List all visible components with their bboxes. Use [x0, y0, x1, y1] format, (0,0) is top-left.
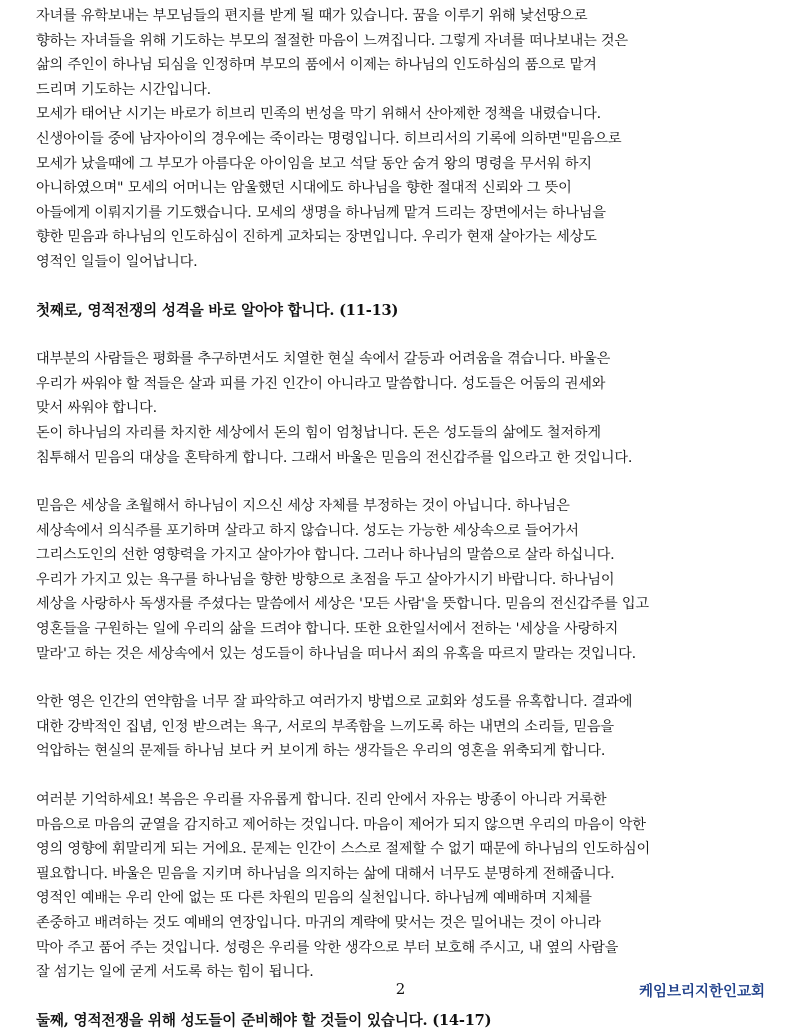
paragraph-gap: [36, 470, 766, 494]
text-line: 삶의 주인이 하나님 되심을 인정하며 부모의 품에서 이제는 하나님의 인도하심의 품으로 맡겨: [36, 57, 597, 74]
text-line: 아들에게 이뤄지기를 기도했습니다. 모세의 생명을 하나님께 맡겨 드리는 장면에서는 하나님을: [36, 204, 606, 221]
text-line: 믿음은 세상을 초월해서 하나님이 지으신 세상 자체를 부정하는 것이 아닙니다. 하나님은: [36, 498, 570, 515]
text-line: 우리가 가지고 있는 욕구를 하나님을 향한 방향으로 초점을 두고 살아가시기 바랍니다. 하나님이: [36, 571, 615, 588]
text-line: 자녀를 유학보내는 부모님들의 편지를 받게 될 때가 있습니다. 꿈을 이루기 위해 낯선땅으로: [36, 8, 588, 24]
text-line: 잘 섬기는 일에 굳게 서도록 하는 힘이 됩니다.: [36, 964, 314, 981]
text-line: 대부분의 사람들은 평화를 추구하면서도 치열한 현실 속에서 갈등과 어려움을 겪습니다. 바울은: [36, 351, 611, 368]
text-line: 여러분 기억하세요! 복음은 우리를 자유롭게 합니다. 진리 안에서 자유는 방종이 아니라 거룩한: [36, 792, 607, 809]
text-line: 세상을 사랑하사 독생자를 주셨다는 말씀에서 세상은 '모든 사람'을 뜻합니다. 믿음의 전신갑주를 입고: [36, 596, 649, 613]
text-line: 돈이 하나님의 자리를 차지한 세상에서 돈의 힘이 엄청납니다. 돈은 성도들의 삶에도 철저하게: [36, 424, 601, 441]
text-line: 모세가 났을때에 그 부모가 아름다운 아이임을 보고 석달 동안 숨겨 왕의 명령을 무서워 하지: [36, 155, 592, 172]
text-line: 악한 영은 인간의 연약함을 너무 잘 파악하고 여러가지 방법으로 교회와 성도를 유혹합니다. 결과에: [36, 694, 633, 711]
text-line: 말라'고 하는 것은 세상속에서 있는 성도들이 하나님을 떠나서 죄의 유혹을 따르지 말라는 것입니다.: [36, 645, 636, 662]
text-line: 우리가 싸워야 할 적들은 살과 피를 가진 인간이 아니라고 말씀합니다. 성도들은 어둠의 권세와: [36, 375, 606, 392]
text-line: 침투해서 믿음의 대상을 혼탁하게 합니다. 그래서 바울은 믿음의 전신갑주를 입으라고 한 것입니다.: [36, 449, 633, 466]
text-line: 필요합니다. 바울은 믿음을 지키며 하나님을 의지하는 삶에 대해서 너무도 분명하게 전해줍니다.: [36, 865, 615, 882]
text-line: 세상속에서 의식주를 포기하며 살라고 하지 않습니다. 성도는 가능한 세상속으로 들어가서: [36, 522, 579, 539]
paragraph-gap: [36, 323, 766, 347]
text-line: 아니하였으며" 모세의 어머니는 암울했던 시대에도 하나님을 향한 절대적 신뢰와 그 뜻이: [36, 180, 572, 197]
text-line: 대한 강박적인 집념, 인정 받으려는 욕구, 서로의 부족함을 느끼도록 하는 내면의 소리들, 믿음을: [36, 718, 614, 735]
text-line: 영적인 예배는 우리 안에 없는 또 다른 차원의 믿음의 실천입니다. 하나님께 예배하며 지체를: [36, 890, 592, 907]
sermon-body: [36, 4, 766, 1033]
text-line: 영의 영향에 휘말리게 되는 거에요. 문제는 인간이 스스로 절제할 수 없기 때문에 하나님의 인도하심이: [36, 841, 651, 858]
paragraph-gap: [36, 275, 766, 299]
text-line: 마음으로 마음의 균열을 감지하고 제어하는 것입니다. 마음이 제어가 되지 않으면 우리의 마음이 악한: [36, 816, 646, 833]
paragraph: [36, 4, 766, 275]
paragraph-gap: [36, 666, 766, 690]
text-line: 드리며 기도하는 시간입니다.: [36, 81, 211, 98]
text-line: 향한 믿음과 하나님의 인도하심이 진하게 교차되는 장면입니다. 우리가 현재 살아가는 세상도: [36, 229, 597, 246]
paragraph: [36, 494, 766, 666]
paragraph: [36, 347, 766, 470]
church-name: 케임브리지한인교회: [638, 984, 765, 1000]
text-line: 향하는 자녀들을 위해 기도하는 부모의 절절한 마음이 느껴집니다. 그렇게 자녀를 떠나보내는 것은: [36, 32, 628, 49]
paragraph: [36, 788, 766, 985]
text-line: 영혼들을 구원하는 일에 우리의 삶을 드려야 합니다. 또한 요한일서에서 전하는 '세상을 사랑하지: [36, 621, 619, 638]
text-line: 그리스도인의 선한 영향력을 가지고 살아가야 합니다. 그러나 하나님의 말씀으로 살라 하십니다.: [36, 547, 615, 564]
paragraph-gap: [36, 764, 766, 788]
text-line: 맞서 싸워야 합니다.: [36, 400, 157, 417]
text-line: 존중하고 배려하는 것도 예배의 연장입니다. 마귀의 계략에 맞서는 것은 밀어내는 것이 아니라: [36, 915, 601, 931]
text-line: 영적인 일들이 일어납니다.: [36, 253, 198, 270]
text-line: 억압하는 현실의 문제들 하나님 보다 커 보이게 하는 생각들은 우리의 영혼을 위축되게 합니다.: [36, 743, 606, 760]
paragraph: [36, 690, 766, 764]
text-line: 신생아이들 중에 남자아이의 경우에는 죽이라는 명령입니다. 히브리서의 기록에 의하면"믿음으로: [36, 130, 622, 147]
section-heading: 둘째, 영적전쟁을 위해 성도들이 준비해야 할 것들이 있습니다. (14-17): [36, 1011, 492, 1029]
text-line: 막아 주고 품어 주는 것입니다. 성령은 우리를 악한 생각으로 부터 보호해 주시고, 내 옆의 사람을: [36, 939, 619, 956]
text-line: 모세가 태어난 시기는 바로가 히브리 민족의 번성을 막기 위해서 산아제한 정책을 내렸습니다.: [36, 106, 601, 123]
section-heading: 첫째로, 영적전쟁의 성격을 바로 알아야 합니다. (11-13): [36, 301, 399, 319]
page-number: 2: [395, 980, 406, 998]
